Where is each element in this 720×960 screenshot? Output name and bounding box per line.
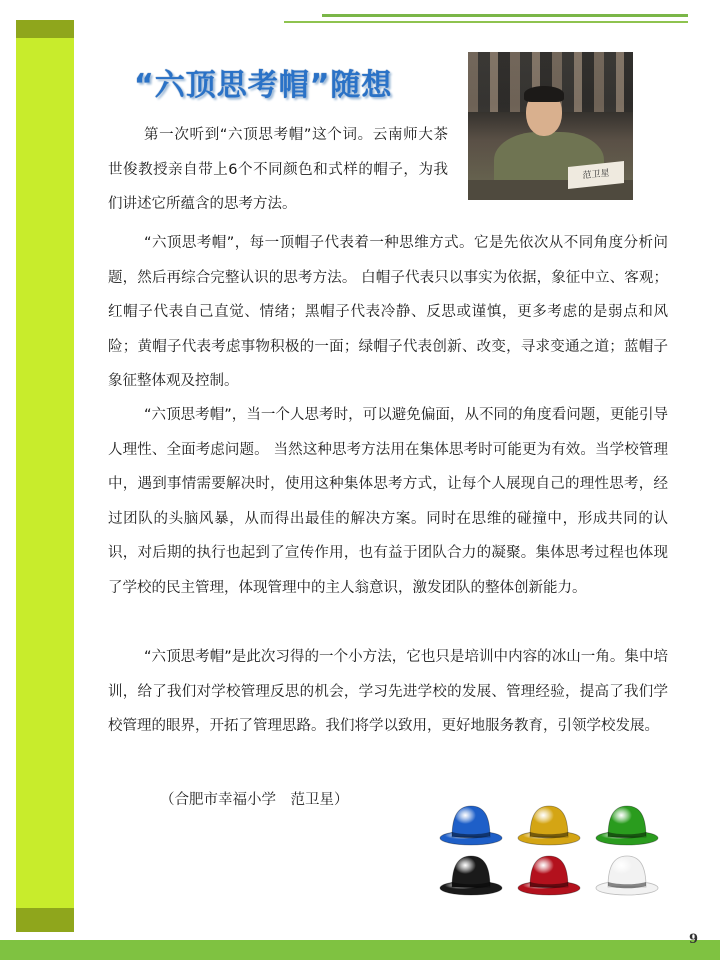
red-hat-icon <box>516 850 582 898</box>
paragraph-definition: “六顶思考帽”，每一顶帽子代表着一种思维方式。它是先依次从不同角度分析问题，然后再综合完整认识的思考方法。 白帽子代表只以事实为依据，象征中立、客观；红帽子代表自己直觉、情绪；黑帽子代表冷静、反思或谨慎，更多考虑的是弱点和风险；黄帽子代表考虑事物积极的一面；绿帽子代表创新、改变，寻求变通之道；蓝帽子象征整体观及控制。 <box>108 235 668 389</box>
top-decor-line <box>322 14 688 17</box>
six-hats-illustration <box>432 796 672 906</box>
photo-nameplate: 范卫星 <box>568 161 624 189</box>
yellow-hat-icon <box>516 800 582 848</box>
top-decor-line <box>284 21 688 23</box>
left-decor-bar <box>16 20 74 932</box>
page-title: “六顶思考帽”随想 <box>134 68 393 103</box>
paragraph-conclusion: “六顶思考帽”是此次习得的一个小方法，它也只是培训中内容的冰山一角。集中培训，给了我们对学校管理反思的机会，学习先进学校的发展、管理经验，提高了我们学校管理的眼界，开拓了管理思路。我们将学以致用，更好地服务教育，引领学校发展。 <box>108 649 668 734</box>
left-bar-cap-bottom <box>16 908 74 932</box>
white-hat-icon <box>594 850 660 898</box>
author-photo <box>468 52 633 200</box>
bottom-decor-band <box>0 940 720 960</box>
paragraph-intro: 第一次听到“六顶思考帽”这个词。云南师大茶世俊教授亲自带上6个不同颜色和式样的帽子，为我们讲述它所蕴含的思考方法。 <box>108 127 448 212</box>
paragraph-application: “六顶思考帽”，当一个人思考时，可以避免偏面，从不同的角度看问题，更能引导人理性、全面考虑问题。 当然这种思考方法用在集体思考时可能更为有效。当学校管理中，遇到事情需要解决时，使用这种集体思考方式，让每个人展现自己的理性思考，经过团队的头脑风暴，从而得出最佳的解决方案。同时在思维的碰撞中，形成共同的认识，对后期的执行也起到了宣传作用，也有益于团队合力的凝聚。集体思考过程也体现了学校的民主管理，体现管理中的主人翁意识，激发团队的整体创新能力。 <box>108 407 668 596</box>
author-signature: （合肥市幸福小学 范卫星） <box>160 792 349 808</box>
blue-hat-icon <box>438 800 504 848</box>
page-number: 9 <box>688 932 698 947</box>
black-hat-icon <box>438 850 504 898</box>
green-hat-icon <box>594 800 660 848</box>
photo-person-hair <box>524 86 564 102</box>
left-bar-cap-top <box>16 20 74 38</box>
